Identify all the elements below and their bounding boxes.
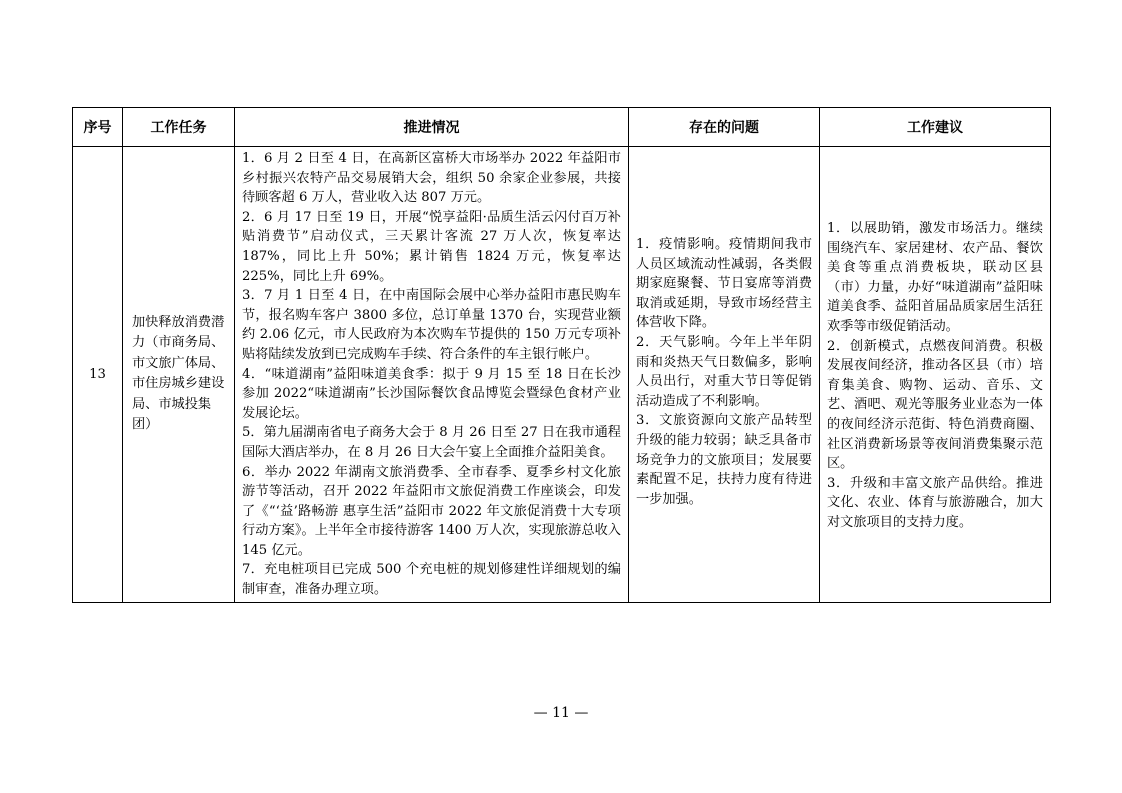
progress-item: 4．“味道湖南”益阳味道美食季：拟于 9 月 15 至 18 日在长沙参加 2022“味道湖南”长沙国际餐饮食品博览会暨绿色食材产业发展论坛。 [242,366,621,421]
progress-item: 1．6 月 2 日至 4 日，在高新区富桥大市场举办 2022 年益阳市乡村振兴农特产品交易展销大会，组织 50 余家企业参展，共接待顾客超 6 万人，营业收入达 807 万元。 [242,151,621,206]
header-task: 工作任务 [123,108,235,147]
suggestion-item: 1．以展助销，激发市场活力。继续围绕汽车、家居建材、农产品、餐饮美食等重点消费板块，联动区县（市）力量，办好“味道湖南”益阳味道美食季、益阳首届品质家居生活狂欢季等市级促销活动。 [827,221,1043,334]
row-problems [629,147,820,603]
progress-item: 6．举办 2022 年湖南文旅消费季、全市春季、夏季乡村文化旅游节等活动，召开 2022 年益阳市文旅促消费工作座谈会，印发了《“‘益’路畅游 惠享生活”益阳市 2022 年文旅促消费十大专项行动方案》。上半年全市接待游客 1400 万人次，实现旅游总收入 145 亿元。 [242,464,621,558]
problem-item: 2．天气影响。今年上半年阴雨和炎热天气日数偏多，影响人员出行，对重大节日等促销活动造成了不利影响。 [636,334,812,409]
problem-item: 3．文旅资源向文旅产品转型升级的能力较弱；缺乏具备市场竞争力的文旅项目；发展要素配置不足，扶持力度有待进一步加强。 [636,413,812,507]
page-number: — 11 — [533,705,589,721]
progress-item: 7．充电桩项目已完成 500 个充电桩的规划修建性详细规划的编制审查，准备办理立项。 [242,562,621,598]
row-task: 加快释放消费潜力（市商务局、市文旅广体局、市住房城乡建设局、市城投集团） [123,147,235,603]
progress-item: 3．7 月 1 日至 4 日，在中南国际会展中心举办益阳市惠民购车节，报名购车客户 3800 多位，总订单量 1370 台，实现营业额约 2.06 亿元，市人民政府为本次购车节提供的 150 万元专项补贴将陆续发放到已完成购车手续、符合条件的车主银行帐户。 [242,288,621,362]
row-progress [235,147,629,603]
progress-item: 5．第九届湖南省电子商务大会于 8 月 26 日至 27 日在我市通程国际大酒店举办，在 8 月 26 日大会午宴上全面推介益阳美食。 [242,425,621,460]
table-row [73,147,1051,603]
header-progress: 推进情况 [235,108,629,147]
row-suggestions [820,147,1051,603]
header-number: 序号 [73,108,123,147]
table-header-row [73,108,1051,147]
header-suggestions: 工作建议 [820,108,1051,147]
progress-item: 2．6 月 17 日至 19 日，开展“悦享益阳·品质生活云闪付百万补贴消费节”启动仪式，三天累计客流 27 万人次，恢复率达 187%，同比上升 50%；累计销售 1824 万元，恢复率达 225%，同比上升 69%。 [242,209,621,284]
row-number: 13 [73,147,123,603]
work-progress-table [72,107,1051,603]
suggestion-item: 3．升级和丰富文旅产品供给。推进文化、农业、体育与旅游融合，加大对文旅项目的支持力度。 [827,475,1043,530]
problem-item: 1．疫情影响。疫情期间我市人员区域流动性减弱，各类假期家庭聚餐、节日宴席等消费取消或延期，导致市场经营主体营收下降。 [636,237,812,331]
header-problems: 存在的问题 [629,108,820,147]
suggestion-item: 2．创新模式，点燃夜间消费。积极发展夜间经济，推动各区县（市）培育集美食、购物、运动、音乐、文艺、酒吧、观光等服务业业态为一体的夜间经济示范街、特色消费商圈、社区消费新场景等夜间消费集聚示范区。 [827,338,1043,472]
